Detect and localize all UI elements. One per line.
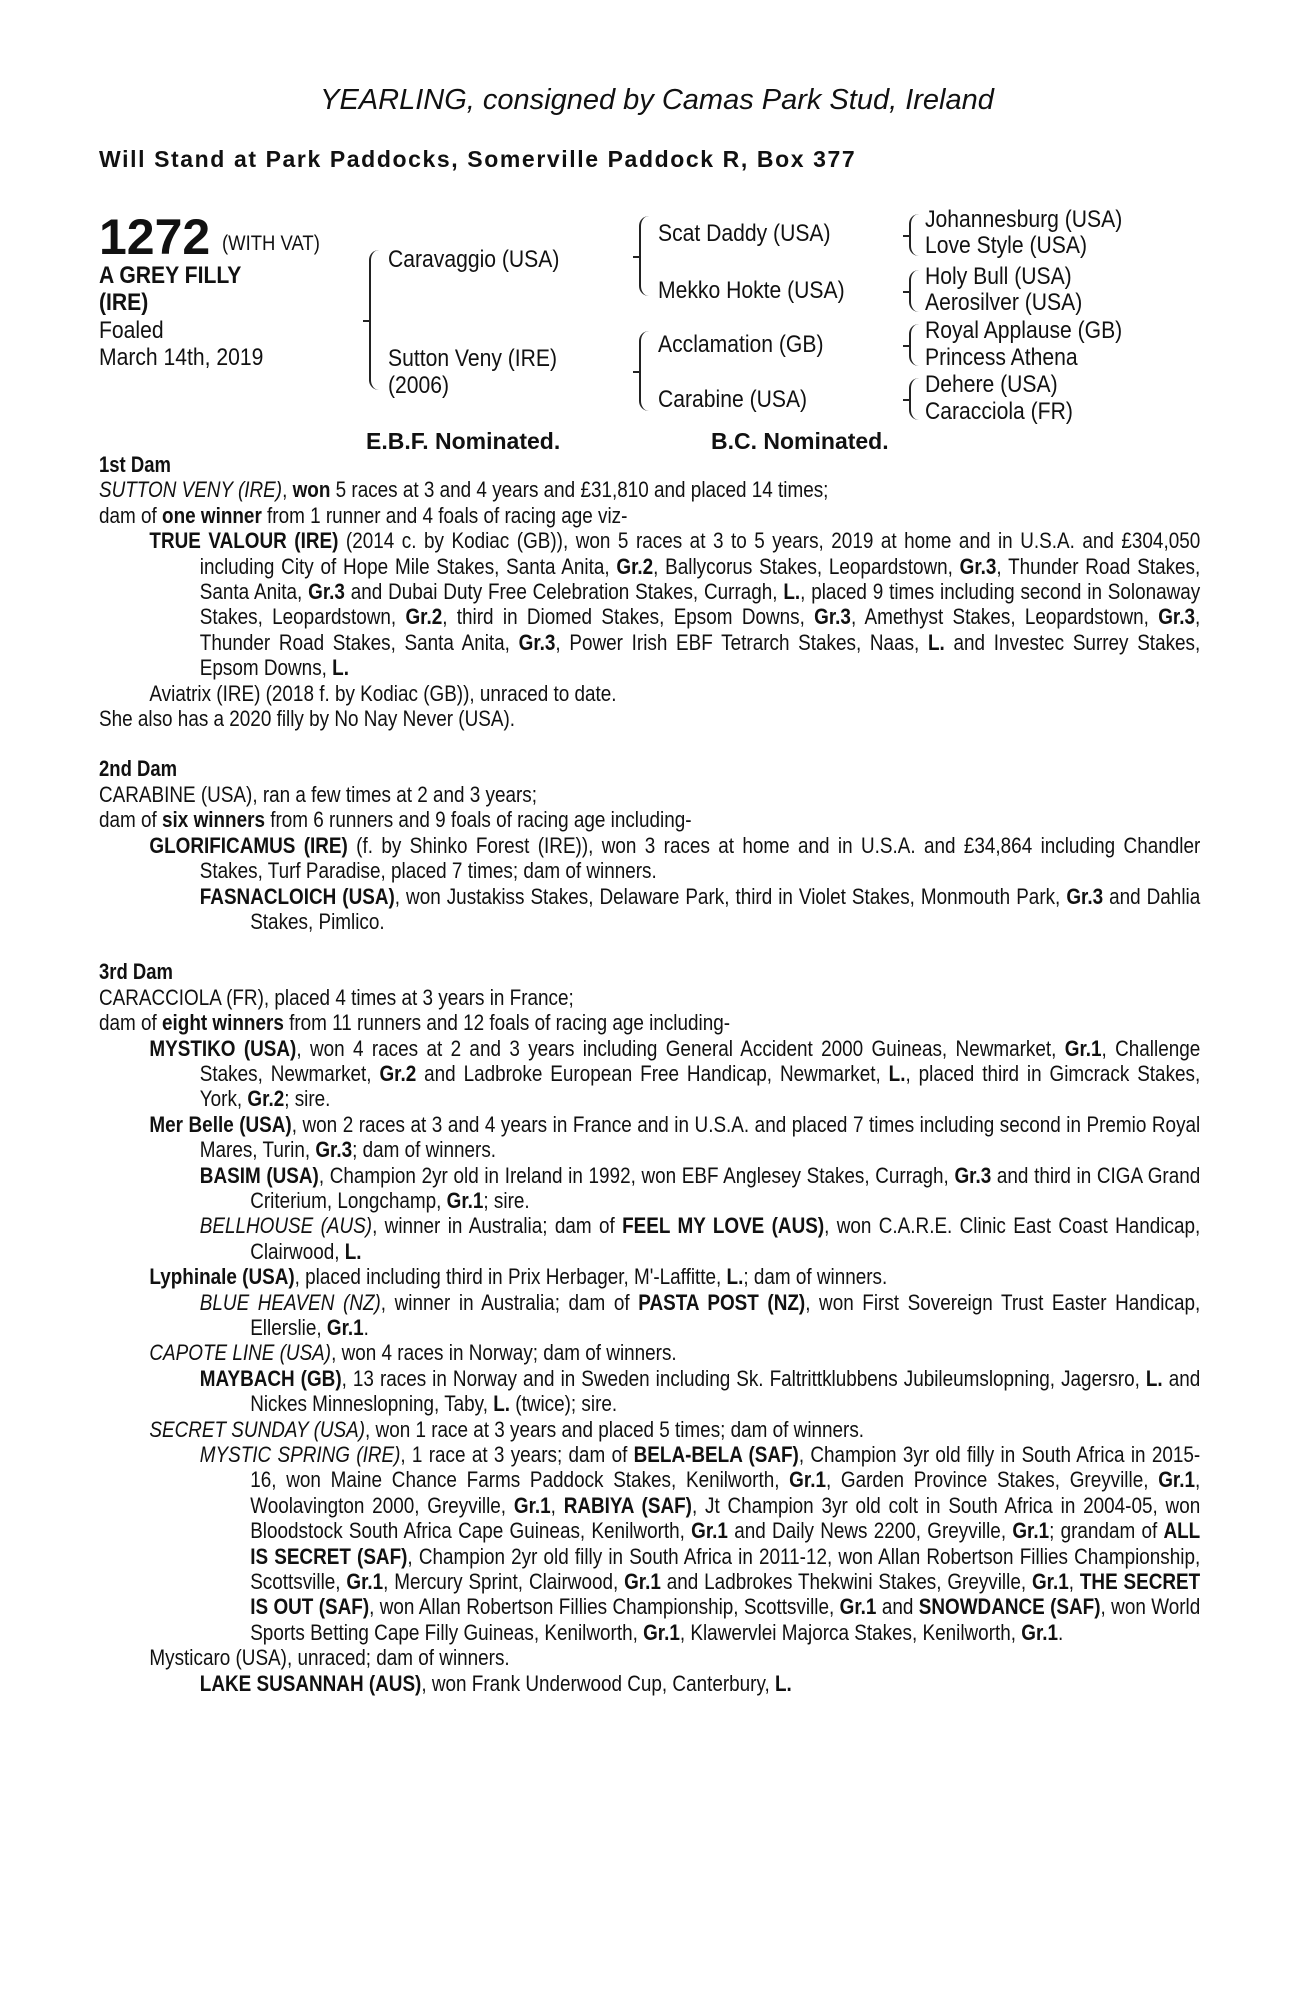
ancestor: Love Style (USA) <box>925 232 1087 259</box>
text-segment: and Ladbrokes Thekwini Stakes, Greyville, <box>660 1569 1032 1595</box>
sire-dam: Mekko Hokte (USA) <box>658 277 845 304</box>
catalogue-title: YEARLING, consigned by Camas Park Stud, Ireland <box>320 84 994 116</box>
text-segment: from 1 runner and 4 foals of racing age viz- <box>261 502 628 528</box>
text-segment: , winner in Australia; dam of <box>372 1213 623 1239</box>
italic-text: CAPOTE LINE (USA) <box>149 1340 332 1366</box>
bold-text: Gr.1 <box>789 1467 826 1493</box>
dam-line-body <box>99 452 1200 1721</box>
italic-text: SECRET SUNDAY (USA) <box>149 1416 366 1442</box>
bold-text: L. <box>332 655 349 681</box>
pedigree-entry <box>99 1290 1200 1341</box>
pedigree-entry <box>99 1264 1200 1289</box>
text-segment: ; dam of winners. <box>352 1137 497 1163</box>
dam-year: (2006) <box>388 372 450 399</box>
bold-text: Gr.1 <box>513 1492 551 1518</box>
pedigree-entry <box>99 1010 1200 1035</box>
text-segment: , 1 race at 3 years; dam of <box>400 1442 634 1468</box>
text-segment: and Investec Surrey Stakes, Epsom Downs, <box>199 629 1201 681</box>
text-segment: dam of <box>99 502 163 528</box>
text-segment: and Dubai Duty Free Celebration Stakes, Curragh, <box>344 579 784 605</box>
bold-text: Gr.1 <box>1021 1619 1059 1645</box>
bold-text: Gr.1 <box>1064 1035 1102 1061</box>
text-segment: , <box>282 477 293 503</box>
text-segment: , Jt Champion 3yr old colt in South Africa in 2004-05, won Bloodstock South Africa Cape Guineas, Kenilworth, <box>250 1492 1201 1544</box>
ancestor: Johannesburg (USA) <box>925 206 1123 233</box>
ebf-nomination: E.B.F. Nominated. <box>366 428 561 454</box>
bold-text: Lyphinale (USA) <box>149 1264 295 1290</box>
text-segment: , placed third in Gimcrack Stakes, York, <box>199 1060 1201 1112</box>
text-segment: , Garden Province Stakes, Greyville, <box>825 1467 1159 1493</box>
text-segment: , Champion 3yr old filly in South Africa in 2015-16, won Maine Chance Farms Paddock Stakes, Kenilworth, <box>250 1442 1201 1493</box>
sire: Caravaggio (USA) <box>388 246 560 273</box>
text-segment: , Ballycorus Stakes, Leopardstown, <box>653 553 960 579</box>
vat-note: (WITH VAT) <box>222 232 320 255</box>
bold-text: Gr.1 <box>839 1594 877 1620</box>
foaled-label: Foaled <box>99 317 164 344</box>
text-segment: ; sire. <box>483 1187 530 1213</box>
bold-text: Gr.3 <box>1066 883 1104 909</box>
pedigree-entry <box>99 807 1200 832</box>
bold-text: Gr.3 <box>315 1137 353 1163</box>
text-segment: , <box>550 1492 564 1518</box>
bold-text: RABIYA (SAF) <box>563 1492 692 1518</box>
text-segment: and <box>876 1594 919 1620</box>
text-segment: , placed 9 times including second in Solonaway Stakes, Leopardstown, <box>199 579 1201 630</box>
text-segment: Mysticaro (USA), unraced; dam of winners. <box>149 1645 510 1671</box>
section-heading: 3rd Dam <box>99 959 173 985</box>
text-segment: from 11 runners and 12 foals of racing age including- <box>283 1010 731 1036</box>
bold-text: Gr.3 <box>954 1162 992 1188</box>
bold-text: ALL IS SECRET (SAF) <box>250 1518 1201 1569</box>
text-segment: from 6 runners and 9 foals of racing age including- <box>264 807 692 833</box>
text-segment: , Mercury Sprint, Clairwood, <box>383 1569 625 1595</box>
text-segment: (twice); sire. <box>510 1391 618 1417</box>
pedigree-brace <box>909 270 919 312</box>
text-segment: , Klawervlei Majorca Stakes, Kenilworth, <box>679 1619 1022 1645</box>
text-segment: . <box>1058 1619 1064 1645</box>
text-segment: , won World Sports Betting Cape Filly Guineas, Kenilworth, <box>250 1594 1201 1645</box>
pedigree-entry <box>99 1671 1200 1696</box>
dam-section <box>99 959 1200 1696</box>
text-segment: . <box>363 1315 369 1340</box>
dam-section <box>99 452 1200 731</box>
text-segment: , won First Sovereign Trust Easter Handicap, Ellerslie, <box>250 1289 1201 1340</box>
pedigree-entry <box>99 1213 1200 1264</box>
bold-text: six winners <box>162 807 265 833</box>
ancestor: Princess Athena <box>925 344 1078 371</box>
bold-text: FEEL MY LOVE (AUS) <box>622 1213 825 1239</box>
pedigree-entry <box>99 1112 1200 1163</box>
text-segment: , won 1 race at 3 years and placed 5 times; dam of winners. <box>365 1416 865 1442</box>
italic-text: MYSTIC SPRING (IRE) <box>199 1442 401 1468</box>
text-segment: (2014 c. by Kodiac (GB)), won 5 races at 3 to 5 years, 2019 at home and in U.S.A. and £304,050 including City of Hope Mile Stakes, Santa Anita, <box>199 528 1201 579</box>
bold-text: BASIM (USA) <box>199 1162 319 1188</box>
bold-text: GLORIFICAMUS (IRE) <box>149 832 348 858</box>
bold-text: Gr.1 <box>643 1619 680 1645</box>
pedigree-entry <box>99 1417 1200 1442</box>
pedigree-brace <box>639 216 649 296</box>
text-segment: , 13 races in Norway and in Sweden including Sk. Faltrittklubbens Jubileumslopning, Jagersro, <box>341 1365 1146 1391</box>
ancestor: Holy Bull (USA) <box>925 263 1072 290</box>
bold-text: MAYBACH (GB) <box>199 1365 342 1391</box>
text-segment: , won C.A.R.E. Clinic East Coast Handicap, Clairwood, <box>250 1213 1201 1264</box>
bold-text: L. <box>775 1670 792 1696</box>
italic-text: SUTTON VENY (IRE) <box>99 477 283 503</box>
bold-text: Gr.1 <box>326 1315 364 1340</box>
text-segment: , Amethyst Stakes, Leopardstown, <box>850 604 1159 630</box>
horse-country: (IRE) <box>99 289 149 316</box>
text-segment: CARABINE (USA), ran a few times at 2 and 3 years; <box>99 781 538 807</box>
bold-text: Gr.3 <box>518 629 556 655</box>
text-segment: and Dahlia Stakes, Pimlico. <box>250 883 1201 934</box>
text-segment: , placed including third in Prix Herbager, M'-Laffitte, <box>294 1264 727 1290</box>
text-segment: and Daily News 2200, Greyville, <box>727 1518 1013 1544</box>
bold-text: TRUE VALOUR (IRE) <box>149 528 339 554</box>
text-segment: (f. by Shinko Forest (IRE)), won 3 races at home and in U.S.A. and £34,864 including Chandler Stakes, Turf Paradise, placed 7 times; dam of winners. <box>199 832 1201 884</box>
bold-text: L. <box>493 1391 511 1417</box>
bold-text: MYSTIKO (USA) <box>149 1035 297 1061</box>
section-heading: 1st Dam <box>99 452 171 477</box>
pedigree-entry <box>99 1442 1200 1645</box>
bold-text: eight winners <box>162 1010 284 1036</box>
pedigree-entry <box>99 477 1200 502</box>
ancestor: Royal Applause (GB) <box>925 317 1123 344</box>
pedigree-entry <box>99 681 1200 706</box>
bold-text: Gr.3 <box>308 579 345 605</box>
pedigree-entry <box>99 782 1200 807</box>
bold-text: FASNACLOICH (USA) <box>199 883 395 909</box>
text-segment: She also has a 2020 filly by No Nay Never (USA). <box>99 706 515 732</box>
bold-text: Gr.2 <box>379 1060 417 1086</box>
pedigree-brace <box>909 324 919 366</box>
text-segment: and Ladbroke European Free Handicap, Newmarket, <box>416 1060 889 1086</box>
bold-text: Gr.1 <box>691 1518 728 1544</box>
pedigree-brace <box>909 214 919 256</box>
pedigree-brace <box>369 250 379 390</box>
text-segment: , Champion 2yr old in Ireland in 1992, won EBF Anglesey Stakes, Curragh, <box>318 1162 955 1188</box>
italic-text: BLUE HEAVEN (NZ) <box>199 1289 381 1315</box>
text-segment: , Champion 2yr old filly in South Africa in 2011-12, won Allan Robertson Fillies Championship, Scottsville, <box>250 1543 1201 1595</box>
bold-text: L. <box>927 629 945 655</box>
bold-text: Gr.3 <box>1158 604 1195 630</box>
foaled-date: March 14th, 2019 <box>99 344 264 371</box>
bold-text: won <box>292 477 331 503</box>
bc-nomination: B.C. Nominated. <box>711 428 889 454</box>
text-segment: , Thunder Road Stakes, Santa Anita, <box>199 553 1201 605</box>
ancestor: Aerosilver (USA) <box>925 289 1083 316</box>
bold-text: PASTA POST (NZ) <box>638 1289 806 1315</box>
text-segment: , Woolavington 2000, Greyville, <box>250 1467 1201 1518</box>
stand-location: Will Stand at Park Paddocks, Somerville Paddock R, Box 377 <box>99 146 857 172</box>
text-segment: , winner in Australia; dam of <box>380 1289 639 1315</box>
bold-text: Gr.3 <box>959 553 997 579</box>
pedigree-entry <box>99 1163 1200 1214</box>
italic-text: BELLHOUSE (AUS) <box>199 1213 373 1239</box>
text-segment: and third in CIGA Grand Criterium, Longchamp, <box>250 1162 1201 1213</box>
pedigree-entry <box>99 985 1200 1010</box>
text-segment: , Challenge Stakes, Newmarket, <box>199 1035 1201 1086</box>
ancestor: Dehere (USA) <box>925 371 1058 398</box>
text-segment: dam of <box>99 807 163 833</box>
pedigree-entry <box>99 503 1200 528</box>
text-segment: CARACCIOLA (FR), placed 4 times at 3 years in France; <box>99 984 574 1010</box>
pedigree-entry <box>99 1366 1200 1417</box>
text-segment: ; grandam of <box>1049 1518 1164 1544</box>
bold-text: THE SECRET IS OUT (SAF) <box>250 1569 1201 1620</box>
pedigree-entry <box>99 1645 1200 1670</box>
dam-sire: Acclamation (GB) <box>658 331 824 358</box>
text-segment: and Nickes Minneslopning, Taby, <box>250 1365 1201 1417</box>
ancestor: Caracciola (FR) <box>925 398 1073 425</box>
text-segment: , <box>1068 1569 1080 1595</box>
dam-section <box>99 756 1200 934</box>
text-segment: , won 4 races at 2 and 3 years including General Accident 2000 Guineas, Newmarket, <box>296 1035 1065 1061</box>
bold-text: BELA-BELA (SAF) <box>633 1442 799 1468</box>
pedigree-entry <box>99 1340 1200 1365</box>
pedigree-entry <box>99 833 1200 884</box>
text-segment: 5 races at 3 and 4 years and £31,810 and placed 14 times; <box>330 477 829 503</box>
text-segment: ; sire. <box>284 1086 331 1112</box>
bold-text: LAKE SUSANNAH (AUS) <box>199 1670 422 1696</box>
pedigree-entry <box>99 884 1200 935</box>
bold-text: Mer Belle (USA) <box>149 1111 292 1137</box>
text-segment: , third in Diomed Stakes, Epsom Downs, <box>442 604 815 630</box>
bold-text: L. <box>783 579 801 605</box>
dam: Sutton Veny (IRE) <box>388 345 558 372</box>
pedigree-entry <box>99 1036 1200 1112</box>
text-segment: , won Justakiss Stakes, Delaware Park, third in Violet Stakes, Monmouth Park, <box>394 883 1067 909</box>
pedigree-entry <box>99 528 1200 680</box>
bold-text: Gr.1 <box>346 1569 384 1595</box>
bold-text: Gr.1 <box>1158 1467 1195 1493</box>
bold-text: SNOWDANCE (SAF) <box>918 1594 1101 1620</box>
bold-text: L. <box>344 1238 362 1264</box>
bold-text: Gr.1 <box>624 1569 661 1595</box>
bold-text: Gr.2 <box>616 553 654 579</box>
text-segment: , won Allan Robertson Fillies Championship, Scottsville, <box>369 1594 840 1620</box>
bold-text: Gr.1 <box>1031 1569 1069 1595</box>
text-segment: , won 4 races in Norway; dam of winners. <box>331 1340 677 1366</box>
bold-text: Gr.1 <box>1012 1518 1050 1544</box>
text-segment: , won 2 races at 3 and 4 years in France and in U.S.A. and placed 7 times including second in Premio Royal Mares, Turin, <box>199 1111 1201 1163</box>
text-segment: , Power Irish EBF Tetrarch Stakes, Naas, <box>555 629 928 655</box>
bold-text: Gr.1 <box>446 1187 484 1213</box>
bold-text: Gr.2 <box>247 1086 285 1112</box>
bold-text: L. <box>726 1264 744 1290</box>
pedigree-entry <box>99 706 1200 731</box>
pedigree-brace <box>909 378 919 420</box>
dam-dam: Carabine (USA) <box>658 386 808 413</box>
bold-text: L. <box>888 1060 906 1086</box>
bold-text: Gr.3 <box>814 604 851 630</box>
text-segment: , won Frank Underwood Cup, Canterbury, <box>421 1670 776 1696</box>
text-segment: dam of <box>99 1010 163 1036</box>
text-segment: Aviatrix (IRE) (2018 f. by Kodiac (GB)), unraced to date. <box>149 680 617 706</box>
text-segment: , Thunder Road Stakes, Santa Anita, <box>199 604 1201 655</box>
bold-text: L. <box>1145 1365 1163 1391</box>
bold-text: one winner <box>162 502 262 528</box>
horse-description: A GREY FILLY <box>99 262 242 289</box>
bold-text: Gr.2 <box>405 604 443 630</box>
text-segment: ; dam of winners. <box>743 1264 888 1290</box>
sire-sire: Scat Daddy (USA) <box>658 220 831 247</box>
section-heading: 2nd Dam <box>99 756 178 782</box>
lot-number: 1272 <box>99 209 211 265</box>
pedigree-brace <box>639 331 649 411</box>
